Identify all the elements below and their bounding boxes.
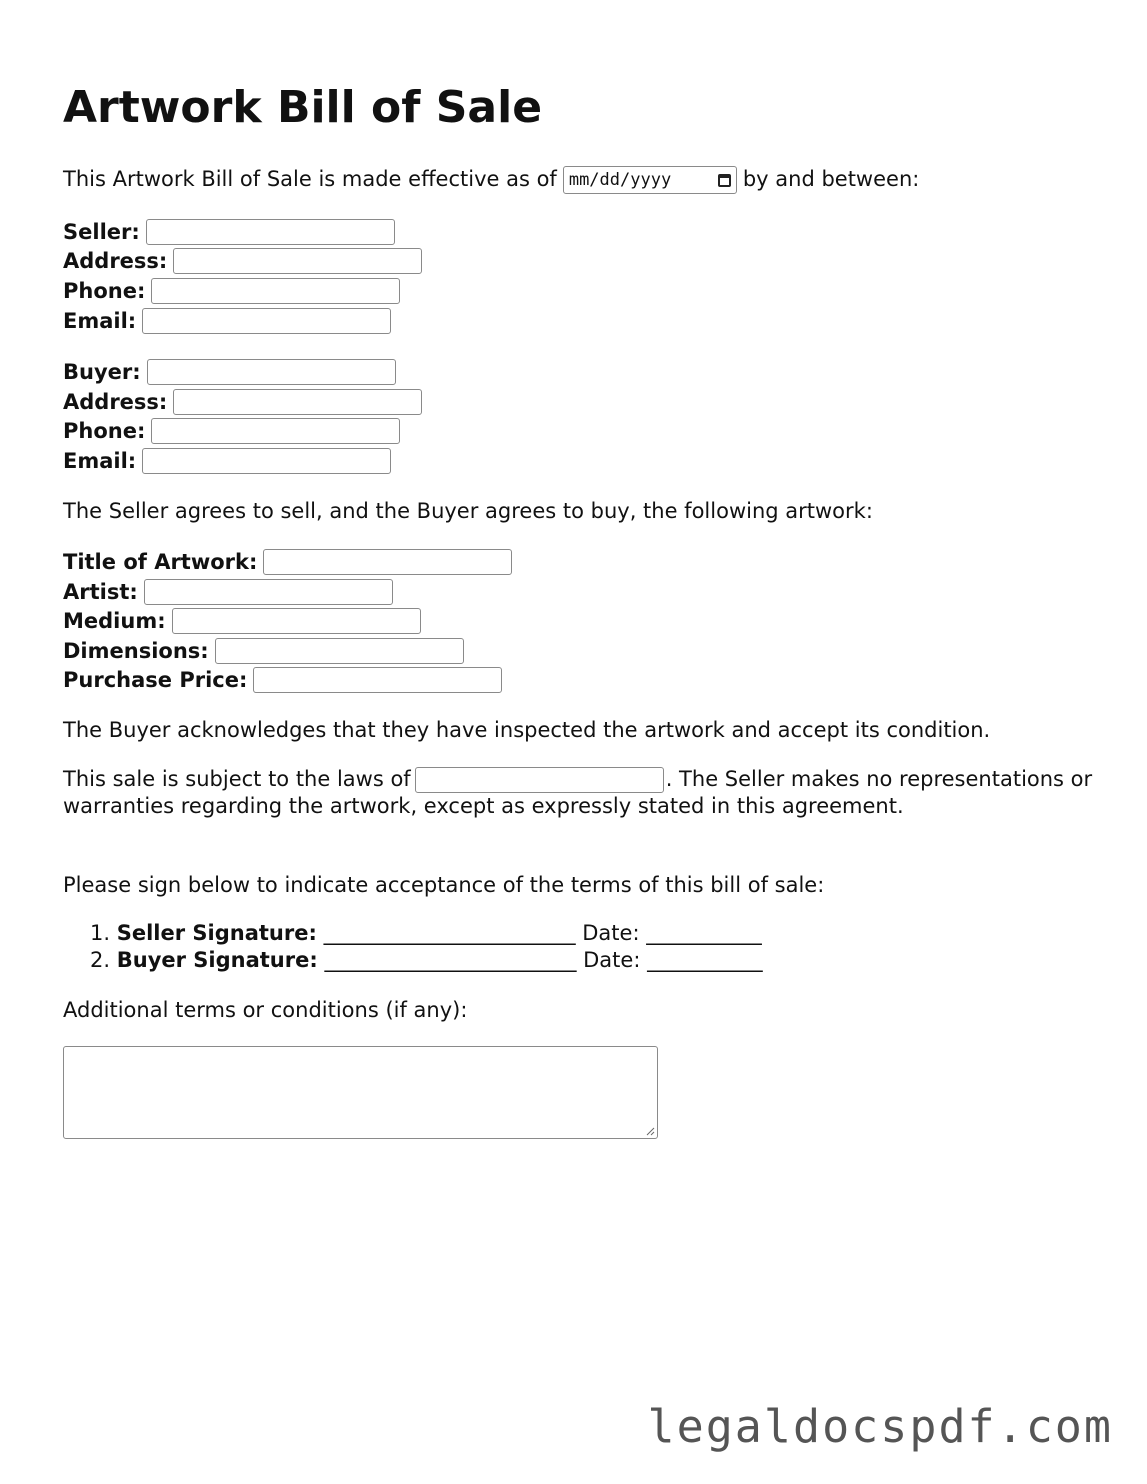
artist-label: Artist:	[63, 580, 138, 604]
artwork-title-row	[63, 547, 512, 577]
additional-terms-label: Additional terms or conditions (if any):	[63, 998, 468, 1022]
buyer-email-label: Email:	[63, 449, 137, 473]
seller-name-row	[63, 217, 395, 247]
seller-address-input[interactable]	[173, 248, 422, 274]
watermark: legaldocspdf.com	[647, 1400, 1113, 1453]
page-title: Artwork Bill of Sale	[63, 82, 543, 133]
intro-text-after: by and between:	[742, 167, 920, 191]
buyer-date-label: Date:	[583, 948, 641, 972]
effective-date-input[interactable]	[563, 166, 737, 194]
seller-phone-row	[63, 276, 400, 306]
dimensions-input[interactable]	[215, 638, 464, 664]
buyer-phone-label: Phone:	[63, 419, 146, 443]
laws-text-before: This sale is subject to the laws of	[63, 767, 411, 791]
seller-name-label: Seller:	[63, 220, 140, 244]
seller-phone-label: Phone:	[63, 279, 146, 303]
seller-signature-row	[90, 920, 762, 947]
signature-number: 1.	[90, 921, 111, 945]
buyer-name-row	[63, 357, 396, 387]
buyer-date-line: ___________	[647, 948, 763, 972]
agreement-text: The Seller agrees to sell, and the Buyer agrees to buy, the following artwork:	[63, 499, 873, 523]
seller-date-line: ___________	[646, 921, 762, 945]
seller-address-row	[63, 246, 422, 276]
intro-text-before: This Artwork Bill of Sale is made effective as of	[63, 167, 557, 191]
buyer-email-input[interactable]	[142, 448, 391, 474]
buyer-phone-row	[63, 416, 400, 446]
buyer-signature-row	[90, 947, 763, 974]
seller-email-row	[63, 306, 391, 336]
artwork-title-label: Title of Artwork:	[63, 550, 258, 574]
intro-line	[63, 166, 919, 194]
medium-row	[63, 606, 421, 636]
buyer-address-input[interactable]	[173, 389, 422, 415]
seller-name-input[interactable]	[146, 219, 395, 245]
governing-law-input[interactable]	[415, 767, 664, 793]
laws-paragraph	[63, 766, 1103, 820]
buyer-email-row	[63, 446, 391, 476]
artist-input[interactable]	[144, 579, 393, 605]
seller-email-label: Email:	[63, 309, 137, 333]
calendar-icon[interactable]	[718, 174, 731, 187]
purchase-price-label: Purchase Price:	[63, 668, 248, 692]
additional-terms-textarea[interactable]	[63, 1046, 658, 1139]
purchase-price-input[interactable]	[253, 667, 502, 693]
seller-signature-line: ________________________	[323, 921, 576, 945]
laws-text-after: . The Seller makes no representations or warranties regarding the artwork, except as expressly stated in this agreement.	[63, 767, 1093, 818]
dimensions-label: Dimensions:	[63, 639, 209, 663]
seller-phone-input[interactable]	[151, 278, 400, 304]
artist-row	[63, 577, 393, 607]
sign-prompt: Please sign below to indicate acceptance of the terms of this bill of sale:	[63, 873, 825, 897]
buyer-signature-line: ________________________	[324, 948, 577, 972]
seller-date-label: Date:	[582, 921, 640, 945]
buyer-phone-input[interactable]	[151, 418, 400, 444]
seller-email-input[interactable]	[142, 308, 391, 334]
buyer-address-row	[63, 387, 422, 417]
purchase-price-row	[63, 665, 502, 695]
dimensions-row	[63, 636, 464, 666]
medium-input[interactable]	[172, 608, 421, 634]
buyer-name-label: Buyer:	[63, 360, 141, 384]
buyer-name-input[interactable]	[147, 359, 396, 385]
seller-address-label: Address:	[63, 249, 168, 273]
signature-number: 2.	[90, 948, 111, 972]
artwork-title-input[interactable]	[263, 549, 512, 575]
medium-label: Medium:	[63, 609, 166, 633]
resize-grip-icon[interactable]	[645, 1126, 655, 1136]
acknowledgement-text: The Buyer acknowledges that they have inspected the artwork and accept its condition.	[63, 718, 991, 742]
seller-signature-label: Seller Signature:	[116, 921, 317, 945]
buyer-address-label: Address:	[63, 390, 168, 414]
date-placeholder: mm/dd/yyyy	[568, 170, 672, 190]
buyer-signature-label: Buyer Signature:	[116, 948, 318, 972]
